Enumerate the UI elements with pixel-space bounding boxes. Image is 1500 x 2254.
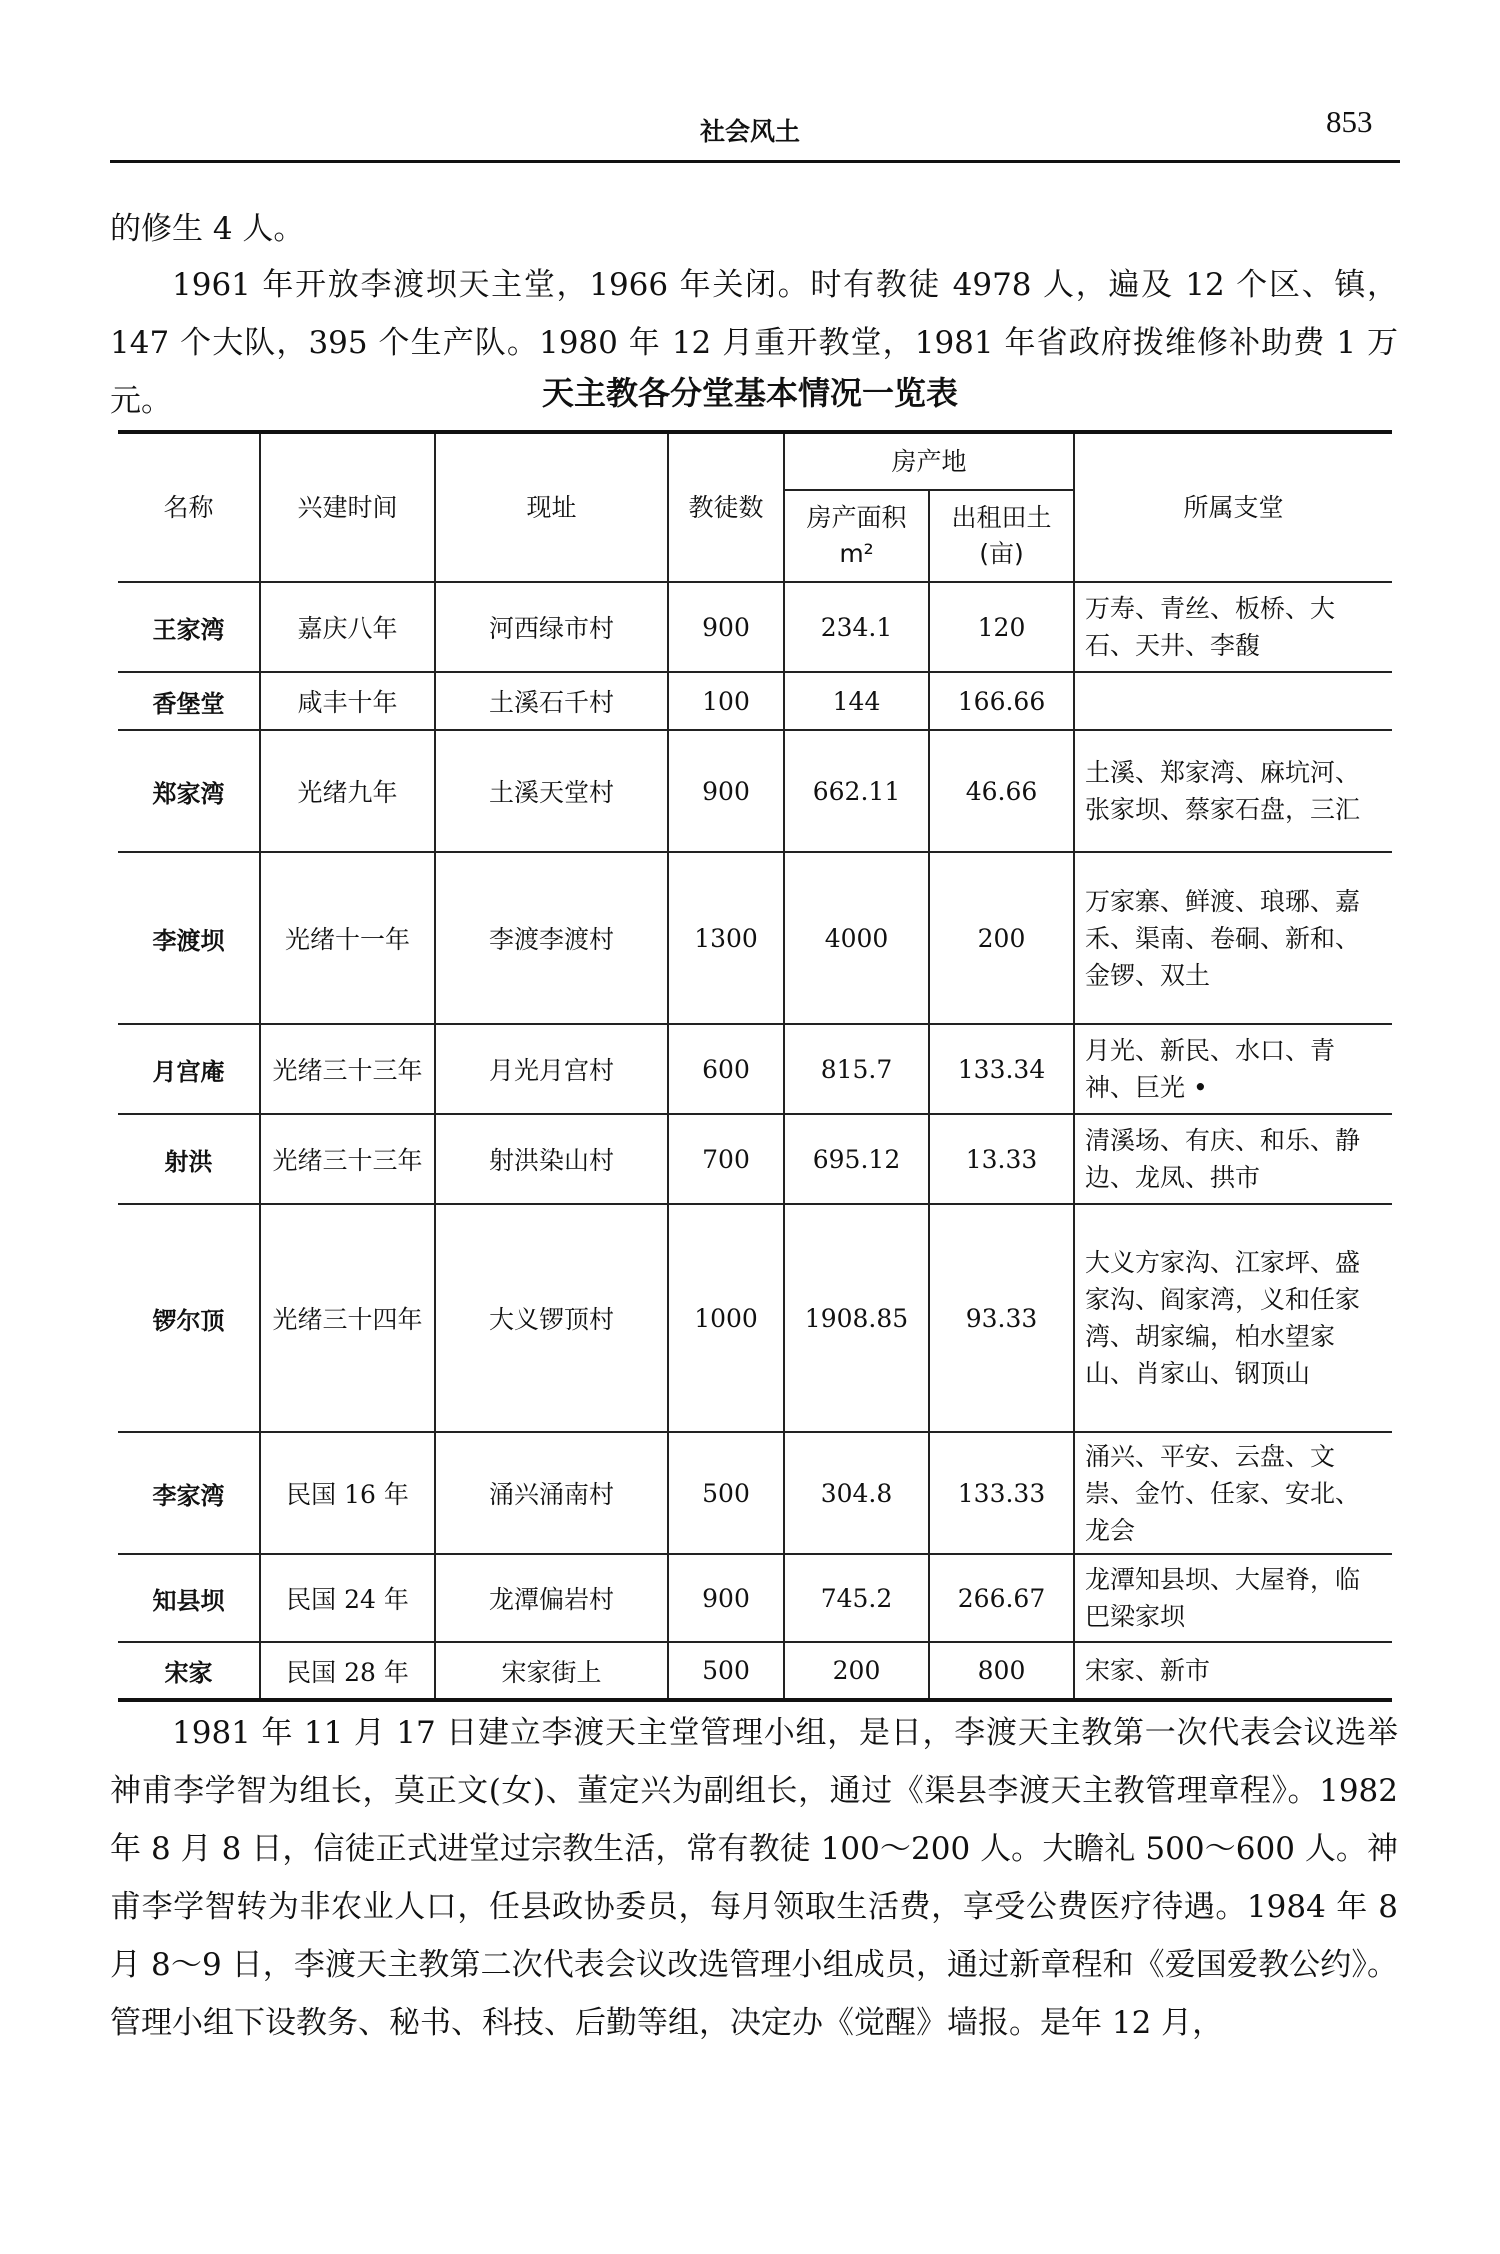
cell-built: 民国 24 年: [260, 1554, 435, 1642]
cell-land: 800: [929, 1642, 1074, 1700]
header-property: 房产地: [784, 432, 1074, 490]
page-number: 853: [1326, 104, 1373, 139]
cell-land: 46.66: [929, 730, 1074, 852]
cell-land: 93.33: [929, 1204, 1074, 1432]
header-land-unit: (亩): [979, 539, 1024, 568]
cell-area: 815.7: [784, 1024, 929, 1114]
cell-members: 100: [668, 672, 784, 730]
cell-name: 知县坝: [118, 1554, 260, 1642]
parish-table: [118, 430, 1392, 1702]
cell-built: 光绪三十四年: [260, 1204, 435, 1432]
cell-built: 嘉庆八年: [260, 582, 435, 672]
table-row: [118, 672, 1392, 730]
cell-built: 光绪十一年: [260, 852, 435, 1024]
header-branches: 所属支堂: [1074, 432, 1392, 582]
cell-land: 120: [929, 582, 1074, 672]
cell-members: 1000: [668, 1204, 784, 1432]
header-built: 兴建时间: [260, 432, 435, 582]
cell-members: 600: [668, 1024, 784, 1114]
cell-branches: 宋家、新市: [1074, 1642, 1392, 1700]
cell-members: 500: [668, 1432, 784, 1554]
cell-built: 民国 28 年: [260, 1642, 435, 1700]
cell-branches: [1074, 672, 1392, 730]
cell-branches: 月光、新民、水口、青神、巨光 •: [1074, 1024, 1392, 1114]
table-row: [118, 1204, 1392, 1432]
cell-built: 咸丰十年: [260, 672, 435, 730]
table-row: [118, 852, 1392, 1024]
cell-name: 射洪: [118, 1114, 260, 1204]
cell-area: 1908.85: [784, 1204, 929, 1432]
cell-area: 234.1: [784, 582, 929, 672]
cell-land: 133.33: [929, 1432, 1074, 1554]
header-area: [784, 490, 929, 582]
table-row: [118, 1432, 1392, 1554]
header-land-label: 出租田土: [951, 503, 1052, 532]
table-title: 天主教各分堂基本情况一览表: [541, 374, 958, 412]
cell-members: 900: [668, 582, 784, 672]
cell-area: 695.12: [784, 1114, 929, 1204]
cell-address: 射洪染山村: [435, 1114, 668, 1204]
table-row: [118, 1024, 1392, 1114]
cell-area: 662.11: [784, 730, 929, 852]
cell-address: 月光月宫村: [435, 1024, 668, 1114]
cell-address: 龙潭偏岩村: [435, 1554, 668, 1642]
cell-branches: 土溪、郑家湾、麻坑河、张家坝、蔡家石盘，三汇: [1074, 730, 1392, 852]
cell-branches: 涌兴、平安、云盘、文崇、金竹、任家、安北、龙会: [1074, 1432, 1392, 1554]
table-row: [118, 582, 1392, 672]
cell-land: 200: [929, 852, 1074, 1024]
header-name: 名称: [118, 432, 260, 582]
cell-area: 200: [784, 1642, 929, 1700]
cell-built: 光绪九年: [260, 730, 435, 852]
cell-address: 土溪石千村: [435, 672, 668, 730]
cell-area: 4000: [784, 852, 929, 1024]
cell-branches: 大义方家沟、江家坪、盛家沟、阎家湾，义和任家湾、胡家编，柏水望家山、肖家山、钢顶山: [1074, 1204, 1392, 1432]
table-row: [118, 1554, 1392, 1642]
cell-name: 香堡堂: [118, 672, 260, 730]
cell-name: 郑家湾: [118, 730, 260, 852]
header-address: 现址: [435, 432, 668, 582]
cell-name: 锣尔顶: [118, 1204, 260, 1432]
cell-address: 李渡李渡村: [435, 852, 668, 1024]
paragraph-church-history: 1961 年开放李渡坝天主堂，1966 年关闭。时有教徒 4978 人，遍及 12 个区、镇，147 个大队，395 个生产队。1980 年 12 月重开教堂，1981 年省政府拨维修补助费 1 万元。: [110, 267, 1398, 419]
cell-built: 民国 16 年: [260, 1432, 435, 1554]
cell-address: 宋家街上: [435, 1642, 668, 1700]
cell-name: 李渡坝: [118, 852, 260, 1024]
cell-land: 266.67: [929, 1554, 1074, 1642]
cell-branches: 龙潭知县坝、大屋脊，临巴梁家坝: [1074, 1554, 1392, 1642]
header-land: [929, 490, 1074, 582]
cell-area: 304.8: [784, 1432, 929, 1554]
cell-area: 144: [784, 672, 929, 730]
paragraph-continuation: 的修生 4 人。: [110, 211, 305, 247]
header-members: 教徒数: [668, 432, 784, 582]
header-area-unit: m²: [839, 539, 874, 568]
cell-built: 光绪三十三年: [260, 1024, 435, 1114]
cell-members: 700: [668, 1114, 784, 1204]
table-row: [118, 1114, 1392, 1204]
table-header-row: [118, 432, 1392, 490]
cell-members: 500: [668, 1642, 784, 1700]
paragraph-management-group: 1981 年 11 月 17 日建立李渡天主堂管理小组，是日，李渡天主教第一次代表会议选举神甫李学智为组长，莫正文(女)、董定兴为副组长，通过《渠县李渡天主教管理章程》。1982 年 8 月 8 日，信徒正式进堂过宗教生活，常有教徒 100～200 人。大瞻礼 500～600 人。神甫李学智转为非农业人口，任县政协委员，每月领取生活费，享受公费医疗待遇。1984 年 8 月 8～9 日，李渡天主教第二次代表会议改选管理小组成员，通过新章程和《爱国爱教公约》。管理小组下设教务、秘书、科技、后勤等组，决定办《觉醒》墙报。是年 12 月，: [110, 1715, 1398, 2041]
table-row: [118, 730, 1392, 852]
running-header-title: 社会风土: [699, 117, 800, 146]
header-rule: [110, 160, 1400, 163]
cell-land: 133.34: [929, 1024, 1074, 1114]
cell-members: 900: [668, 1554, 784, 1642]
cell-name: 王家湾: [118, 582, 260, 672]
cell-address: 土溪天堂村: [435, 730, 668, 852]
cell-branches: 万寿、青丝、板桥、大石、天井、李馥: [1074, 582, 1392, 672]
cell-name: 李家湾: [118, 1432, 260, 1554]
cell-area: 745.2: [784, 1554, 929, 1642]
cell-land: 166.66: [929, 672, 1074, 730]
cell-branches: 清溪场、有庆、和乐、静边、龙凤、拱市: [1074, 1114, 1392, 1204]
cell-members: 900: [668, 730, 784, 852]
cell-branches: 万家寨、鲜渡、琅琊、嘉禾、渠南、卷硐、新和、金锣、双土: [1074, 852, 1392, 1024]
cell-address: 河西绿市村: [435, 582, 668, 672]
cell-name: 月宫庵: [118, 1024, 260, 1114]
header-area-label: 房产面积: [806, 503, 907, 532]
cell-built: 光绪三十三年: [260, 1114, 435, 1204]
cell-name: 宋家: [118, 1642, 260, 1700]
cell-address: 涌兴涌南村: [435, 1432, 668, 1554]
table-row: [118, 1642, 1392, 1700]
cell-address: 大义锣顶村: [435, 1204, 668, 1432]
cell-members: 1300: [668, 852, 784, 1024]
cell-land: 13.33: [929, 1114, 1074, 1204]
